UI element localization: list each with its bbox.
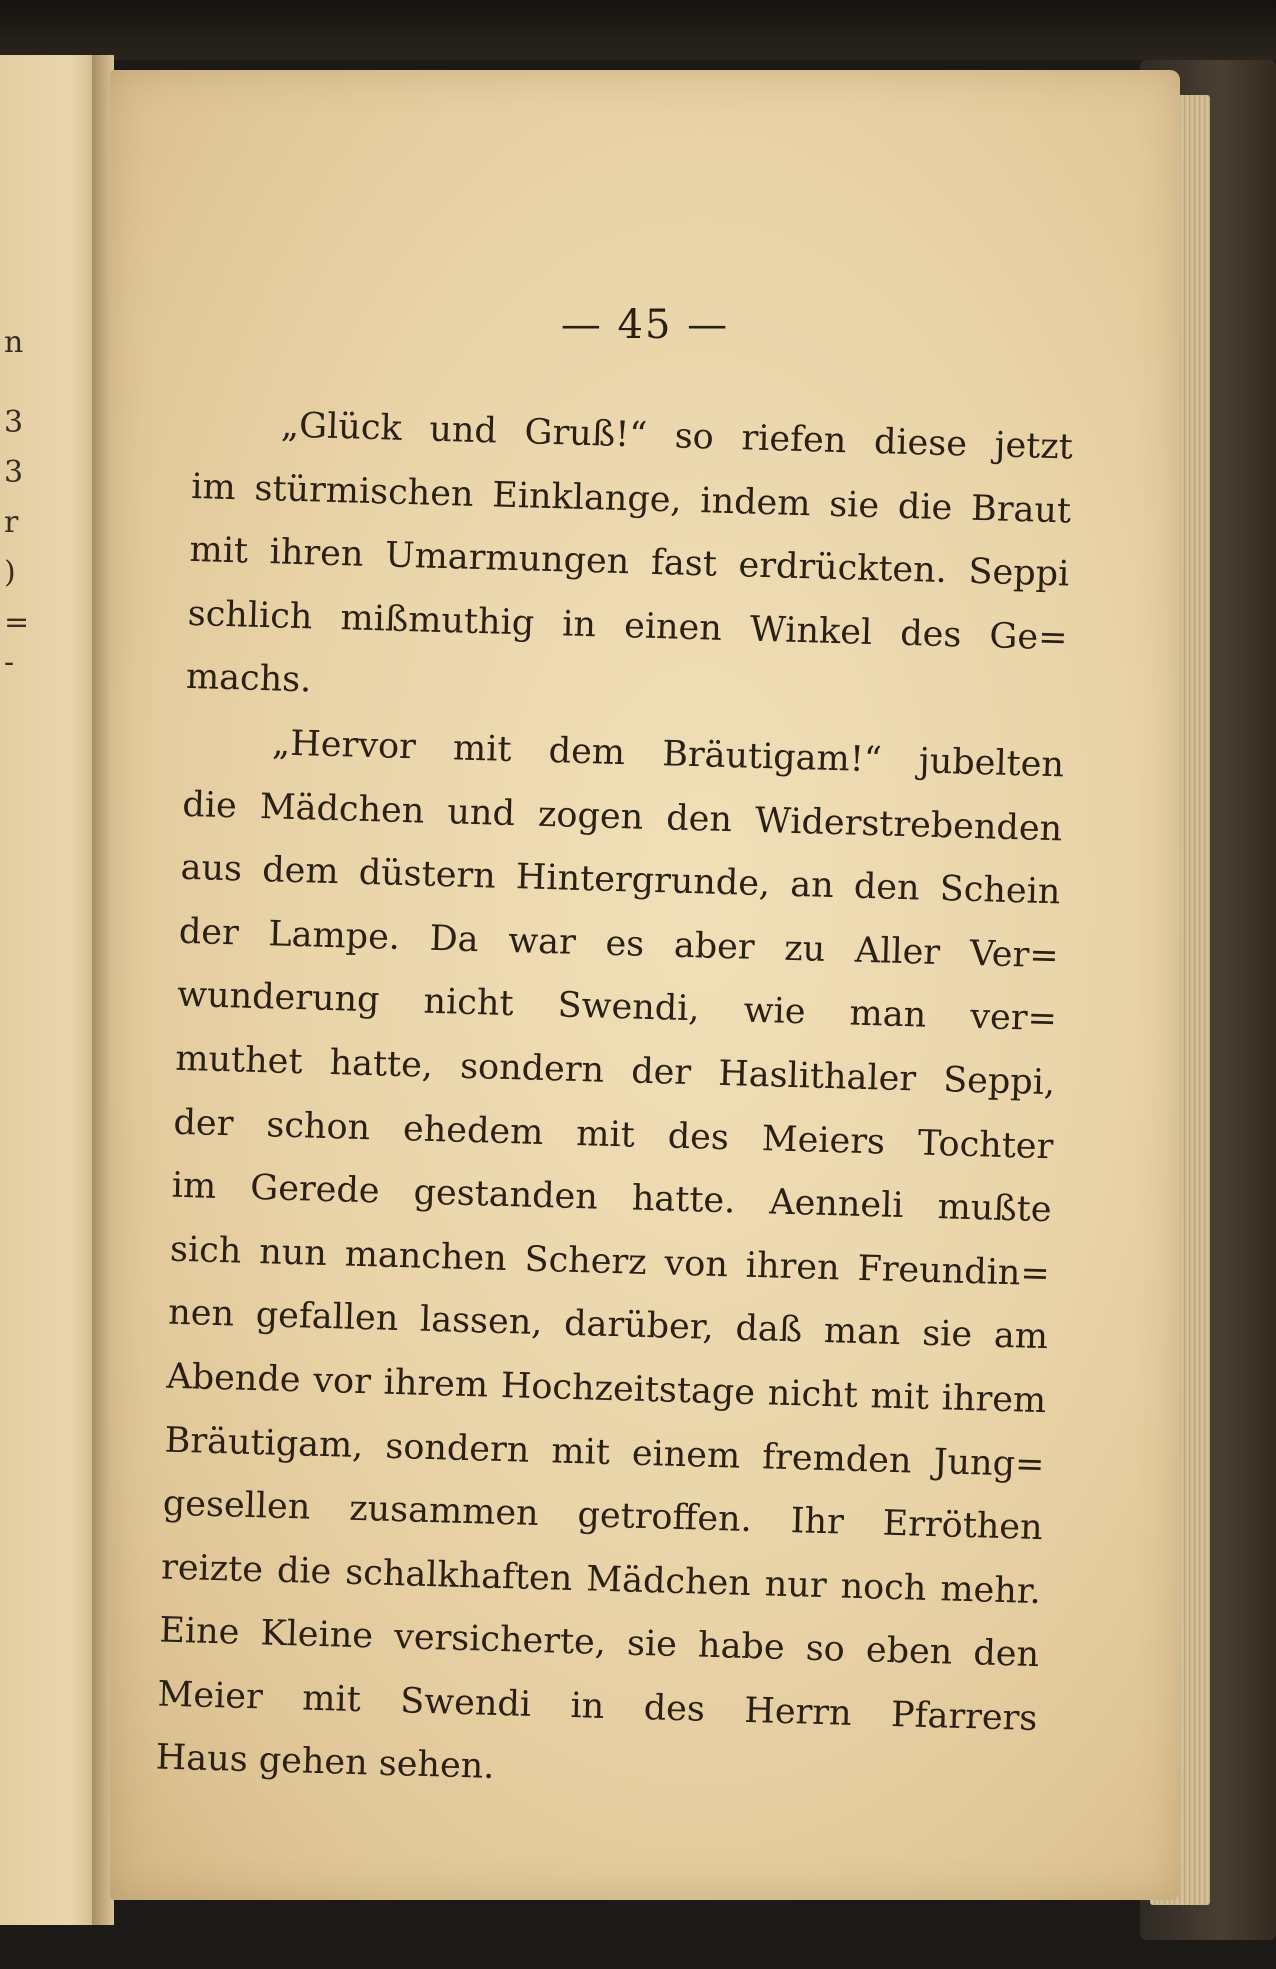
left-page-char: ) <box>4 555 16 590</box>
text-line: machs. <box>185 657 312 701</box>
left-page-char: 3 <box>4 455 24 490</box>
text-line: muthet hatte, sondern der Haslithaler Seppi, <box>174 1038 1056 1104</box>
text-line: nen gefallen lassen, darüber, daß man sie am <box>167 1292 1049 1358</box>
text-line: Abende vor ihrem Hochzeitstage nicht mit ihrem <box>165 1356 1047 1422</box>
text-line: „Glück und Gruß!“ so riefen diese jetzt <box>280 405 1074 468</box>
text-line: mit ihren Umarmungen fast erdrückten. Seppi <box>189 530 1070 595</box>
text-line: gesellen zusammen getroffen. Ihr Erröthen <box>162 1483 1044 1549</box>
text-line: „Hervor mit dem Bräutigam!“ jubelten <box>271 723 1065 786</box>
left-page-char: 3 <box>4 405 24 440</box>
left-page-char: - <box>4 645 15 680</box>
book-page <box>110 70 1180 1900</box>
text-line: Eine Kleine versicherte, sie habe so eben den <box>158 1610 1040 1676</box>
page-number: — 45 — <box>560 302 730 348</box>
text-line: der schon ehedem mit des Meiers Tochter <box>173 1102 1054 1167</box>
text-line: der Lampe. Da war es aber zu Aller Ver= <box>178 911 1060 977</box>
page-body-text <box>155 392 1074 1815</box>
text-line: reizte die schalkhaften Mädchen nur noch mehr. <box>160 1547 1042 1612</box>
text-line: Haus gehen sehen. <box>155 1737 495 1788</box>
text-line: die Mädchen und zogen den Widerstrebenden <box>181 784 1063 849</box>
text-line: wunderung nicht Swendi, wie man ver= <box>176 975 1058 1040</box>
text-line: im Gerede gestanden hatte. Aenneli mußte <box>171 1165 1053 1231</box>
top-shadow <box>0 0 1276 60</box>
left-page-fragment <box>0 55 100 1925</box>
left-page-char: r <box>4 505 19 540</box>
text-line: im stürmischen Einklange, indem sie die Braut <box>190 466 1072 532</box>
left-page-char: = <box>4 605 30 640</box>
text-line: Meier mit Swendi in des Herrn Pfarrers <box>157 1674 1038 1739</box>
text-line: aus dem düstern Hintergrunde, an den Schein <box>180 847 1061 913</box>
text-line: Bräutigam, sondern mit einem fremden Jung= <box>164 1420 1045 1485</box>
text-line: schlich mißmuthig in einen Winkel des Ge= <box>187 593 1069 659</box>
left-page-char: n <box>4 325 24 360</box>
text-line: sich nun manchen Scherz von ihren Freundin= <box>169 1229 1051 1294</box>
